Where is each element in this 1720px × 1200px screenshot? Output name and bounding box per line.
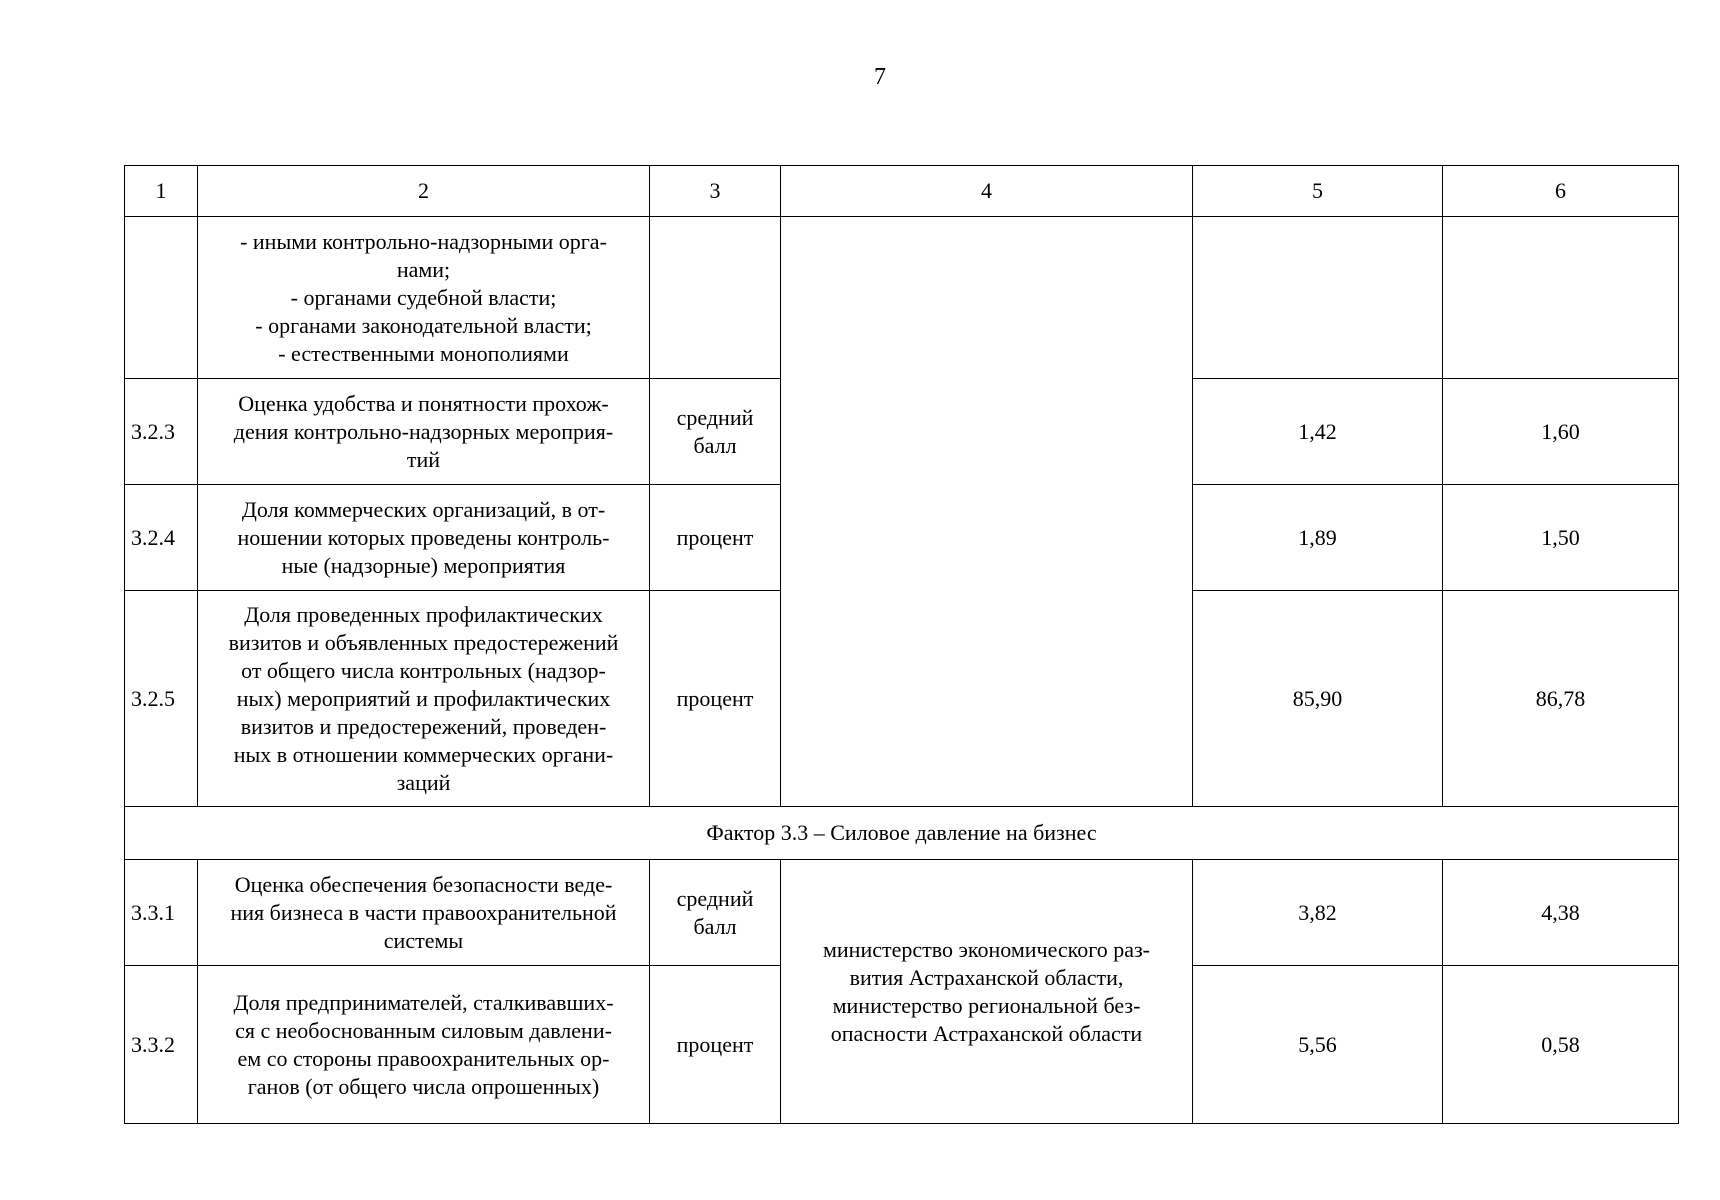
header-row	[125, 166, 1679, 217]
responsible-line: министерство экономического раз-	[822, 936, 1151, 962]
description-line: ные (надзорные) мероприятия	[281, 552, 566, 578]
description-line: ных в отношении коммерческих органи-	[233, 741, 614, 767]
page-number: 7	[874, 64, 886, 90]
num-cell	[125, 217, 198, 379]
description-line: ношении которых проведены контроль-	[237, 524, 610, 550]
unit-line: средний	[676, 885, 754, 911]
indicator-number: 3.2.5	[125, 591, 198, 807]
description-line: ем со стороны правоохранительных ор-	[237, 1045, 610, 1071]
description-line: системы	[383, 927, 464, 953]
factor-row	[125, 807, 1679, 860]
header-cell-4: 4	[781, 166, 1193, 217]
unit-line: балл	[693, 913, 737, 939]
unit-line: средний	[676, 404, 754, 430]
description-line: дения контрольно-надзорных мероприя-	[233, 418, 614, 444]
value-cell-6: 1,50	[1443, 485, 1679, 591]
responsible-line: министерство региональной без-	[832, 992, 1141, 1018]
description-line: тий	[406, 446, 441, 472]
value-cell-5: 5,56	[1193, 966, 1443, 1124]
description-line: от общего числа контрольных (надзор-	[241, 657, 606, 683]
description-line: Доля проведенных профилактических	[244, 601, 603, 627]
header-cell-6: 6	[1443, 166, 1679, 217]
description-cell	[198, 217, 650, 379]
value-cell-6: 1,60	[1443, 379, 1679, 485]
responsible-cell-3-3	[781, 860, 1193, 1124]
header-cell-3: 3	[650, 166, 781, 217]
indicator-number: 3.2.3	[125, 379, 198, 485]
description-line: ных) мероприятий и профилактических	[236, 685, 611, 711]
unit-cell	[650, 217, 781, 379]
value-cell-5: 1,42	[1193, 379, 1443, 485]
description-line: визитов и предостережений, проведен-	[240, 713, 607, 739]
value-cell-6	[1443, 217, 1679, 379]
responsible-line: опасности Астраханской области	[830, 1020, 1143, 1046]
description-line: ния бизнеса в части правоохранительной	[230, 899, 617, 925]
value-cell-5: 85,90	[1193, 591, 1443, 807]
value-cell-5: 1,89	[1193, 485, 1443, 591]
description-line: Оценка обеспечения безопасности веде-	[234, 871, 613, 897]
value-cell-5: 3,82	[1193, 860, 1443, 966]
unit-cell	[650, 591, 781, 807]
table-row-continuation	[125, 217, 1679, 379]
responsible-cell-3-2	[781, 217, 1193, 807]
indicators-table	[124, 165, 1679, 1124]
description-line: визитов и объявленных предостережений	[228, 629, 619, 655]
description-line: нами;	[396, 256, 451, 282]
value-cell-6: 0,58	[1443, 966, 1679, 1124]
factor-heading: Фактор 3.3 – Силовое давление на бизнес	[125, 807, 1679, 860]
description-line: Доля предпринимателей, сталкивавших-	[233, 989, 614, 1015]
description-line: ся с необоснованным силовым давлени-	[235, 1017, 612, 1043]
unit-cell	[650, 860, 781, 966]
unit-line: процент	[676, 524, 754, 550]
table-row	[125, 860, 1679, 966]
unit-line: процент	[676, 685, 754, 711]
description-line: - органами законодательной власти;	[255, 312, 592, 338]
description-line: заций	[396, 769, 451, 795]
unit-cell	[650, 379, 781, 485]
value-cell-6: 4,38	[1443, 860, 1679, 966]
description-line: - органами судебной власти;	[290, 284, 557, 310]
description-cell	[198, 485, 650, 591]
description-line: - иными контрольно-надзорными орга-	[240, 228, 607, 254]
header-cell-5: 5	[1193, 166, 1443, 217]
value-cell-5	[1193, 217, 1443, 379]
value-cell-6: 86,78	[1443, 591, 1679, 807]
unit-cell	[650, 966, 781, 1124]
description-cell	[198, 966, 650, 1124]
header-cell-1: 1	[125, 166, 198, 217]
description-line: Оценка удобства и понятности прохож-	[238, 390, 609, 416]
description-line: Доля коммерческих организаций, в от-	[241, 496, 606, 522]
description-line: - естественными монополиями	[278, 340, 569, 366]
header-cell-2: 2	[198, 166, 650, 217]
indicator-number: 3.3.1	[125, 860, 198, 966]
description-cell	[198, 591, 650, 807]
description-cell	[198, 379, 650, 485]
indicator-number: 3.3.2	[125, 966, 198, 1124]
indicator-number: 3.2.4	[125, 485, 198, 591]
description-line: ганов (от общего числа опрошенных)	[247, 1073, 600, 1099]
unit-line: балл	[693, 432, 737, 458]
unit-line: процент	[676, 1031, 754, 1057]
description-cell	[198, 860, 650, 966]
unit-cell	[650, 485, 781, 591]
responsible-line: вития Астраханской области,	[849, 964, 1124, 990]
